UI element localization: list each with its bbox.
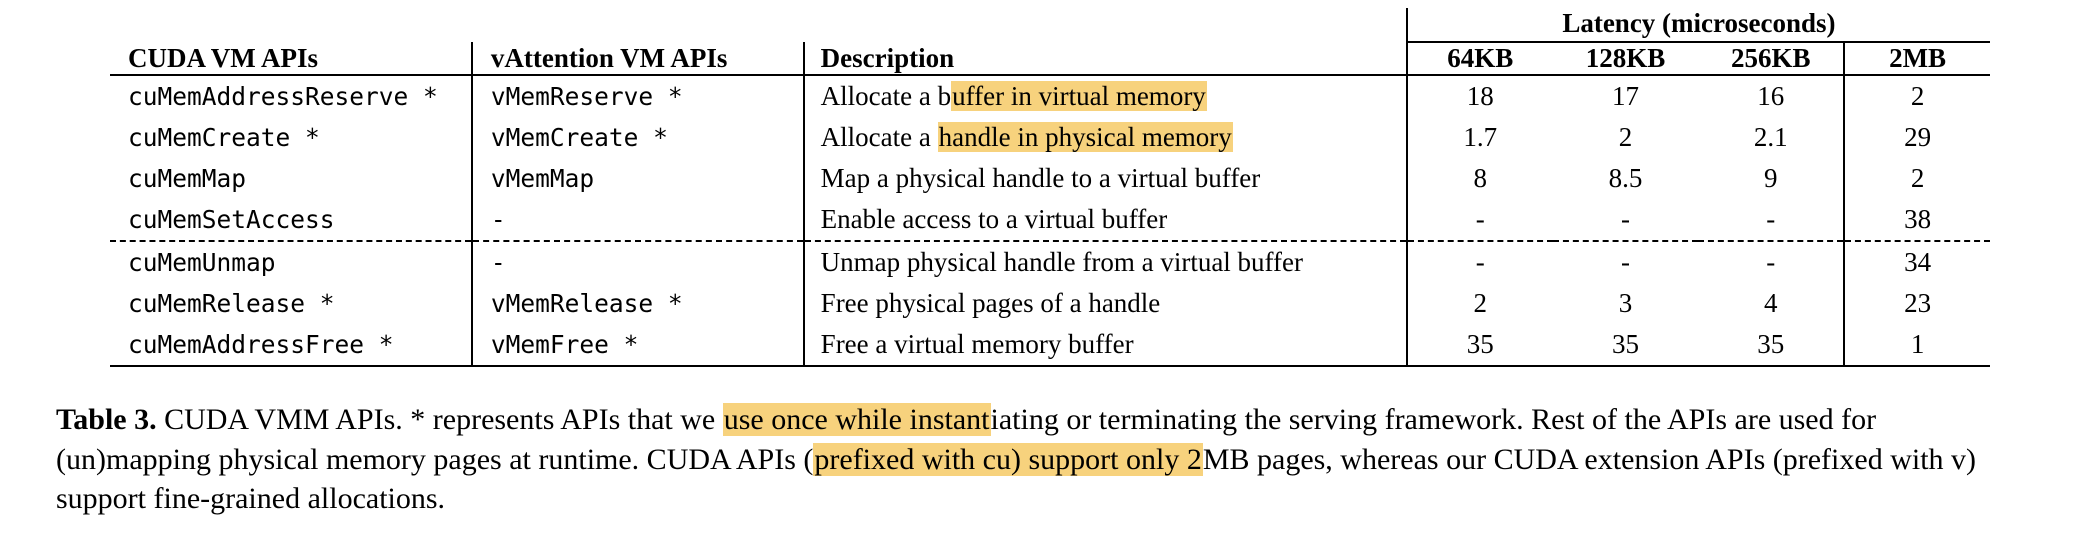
table-row <box>110 199 1990 241</box>
cell-latency-128kb: 35 <box>1553 324 1699 366</box>
caption-highlight-1: use once while instant <box>723 403 990 436</box>
cell-description <box>804 75 1407 117</box>
cell-latency-2mb: 29 <box>1844 117 1990 158</box>
cell-latency-2mb: 1 <box>1844 324 1990 366</box>
header-vattention-vm-apis: vAttention VM APIs <box>472 42 804 75</box>
caption-segment-2: iating or terminating the serving framework. Rest of the APIs are used for (un)mapping physical memory pages at runtime. CUDA APIs ( <box>56 403 1877 476</box>
cell-vattention-api: vMemRelease * <box>472 283 804 324</box>
header-latency-128kb: 128KB <box>1553 42 1699 75</box>
header-spacer-cuda <box>110 8 472 42</box>
caption-segment-3: MB pages, whereas our CUDA extension APIs (prefixed with v) support fine-grained allocations. <box>56 442 1977 516</box>
cell-description: Enable access to a virtual buffer <box>804 199 1407 241</box>
api-table-container <box>110 8 1990 367</box>
table-row <box>110 241 1990 283</box>
cell-vattention-api: vMemReserve * <box>472 75 804 117</box>
table-row <box>110 283 1990 324</box>
cell-latency-128kb: 17 <box>1612 81 1640 111</box>
cell-latency-2mb: 23 <box>1844 283 1990 324</box>
desc-text-highlight: handle in physical memory <box>938 122 1232 152</box>
table-row <box>110 75 1990 117</box>
cell-vattention-api: - <box>472 199 804 241</box>
header-latency-256kb: 256KB <box>1698 42 1844 75</box>
cell-latency-256kb: 9 <box>1764 163 1778 193</box>
cell-cuda-api: cuMemCreate * <box>128 123 320 152</box>
cell-vattention-api: vMemCreate * <box>472 117 804 158</box>
cell-vattention-api: vMemFree * <box>472 324 804 366</box>
cell-latency-128kb: 8.5 <box>1608 163 1643 193</box>
caption-highlight-2: prefixed with cu) support only 2 <box>814 442 1202 476</box>
cell-latency-2mb: 2 <box>1844 158 1990 199</box>
cell-latency-128kb: - <box>1553 199 1699 241</box>
desc-text-pre: Allocate a b <box>820 81 952 111</box>
cell-latency-128kb: 3 <box>1618 288 1633 318</box>
cell-cuda-api: cuMemAddressFree * <box>110 324 472 366</box>
cell-latency-128kb: 2 <box>1618 122 1633 152</box>
cuda-vmm-api-table <box>110 8 1990 367</box>
cell-latency-256kb: 2.1 <box>1753 122 1788 152</box>
cell-latency-64kb: 1.7 <box>1407 117 1553 158</box>
cell-cuda-api: cuMemRelease * <box>128 289 335 318</box>
header-spacer-desc <box>804 8 1407 42</box>
cell-latency-2mb: 38 <box>1844 199 1990 241</box>
cell-latency-256kb: 16 <box>1757 81 1785 111</box>
cell-latency-64kb: - <box>1407 241 1553 283</box>
cell-latency-2mb: 34 <box>1844 241 1990 283</box>
cell-description <box>804 117 1407 158</box>
cell-description: Free a virtual memory buffer <box>804 324 1407 366</box>
cell-latency-256kb: - <box>1766 247 1776 277</box>
cell-description: Map a physical handle to a virtual buffer <box>804 158 1407 199</box>
cell-latency-256kb: - <box>1698 199 1844 241</box>
cell-latency-64kb: 35 <box>1407 324 1553 366</box>
cell-cuda-api: cuMemUnmap <box>128 248 276 277</box>
cell-latency-256kb: 35 <box>1698 324 1844 366</box>
header-latency-64kb: 64KB <box>1407 42 1553 75</box>
table-row <box>110 117 1990 158</box>
cell-latency-2mb: 2 <box>1844 75 1990 117</box>
cell-cuda-api: cuMemSetAccess <box>110 199 472 241</box>
header-spacer-vatt <box>472 8 804 42</box>
table-body <box>110 75 1990 366</box>
cell-description: Unmap physical handle from a virtual buffer <box>804 241 1407 283</box>
table-caption <box>56 400 2026 519</box>
cell-latency-64kb: 8 <box>1407 158 1553 199</box>
cell-latency-64kb: 2 <box>1407 283 1553 324</box>
cell-cuda-api: cuMemAddressReserve * <box>128 82 438 111</box>
table-row <box>110 158 1990 199</box>
cell-description: Free physical pages of a handle <box>804 283 1407 324</box>
cell-vattention-api: - <box>472 241 804 283</box>
header-description: Description <box>804 42 1407 75</box>
cell-latency-64kb: - <box>1407 199 1553 241</box>
desc-text-highlight: uffer in virtual memory <box>952 81 1206 111</box>
header-latency-group: Latency (microseconds) <box>1407 8 1990 42</box>
table-header-row <box>110 42 1990 75</box>
cell-latency-128kb: - <box>1621 247 1631 277</box>
table-row <box>110 324 1990 366</box>
desc-text-pre: Allocate a <box>820 122 938 152</box>
cell-latency-256kb: 4 <box>1764 288 1778 318</box>
table-header-group-row <box>110 8 1990 42</box>
caption-segment-1: CUDA VMM APIs. * represents APIs that we <box>156 403 723 436</box>
header-latency-2mb: 2MB <box>1844 42 1990 75</box>
header-cuda-vm-apis: CUDA VM APIs <box>110 42 472 75</box>
caption-label: Table 3. <box>56 403 157 436</box>
cell-latency-64kb: 18 <box>1407 75 1553 117</box>
cell-cuda-api: cuMemMap <box>128 164 247 193</box>
cell-vattention-api: vMemMap <box>472 158 804 199</box>
